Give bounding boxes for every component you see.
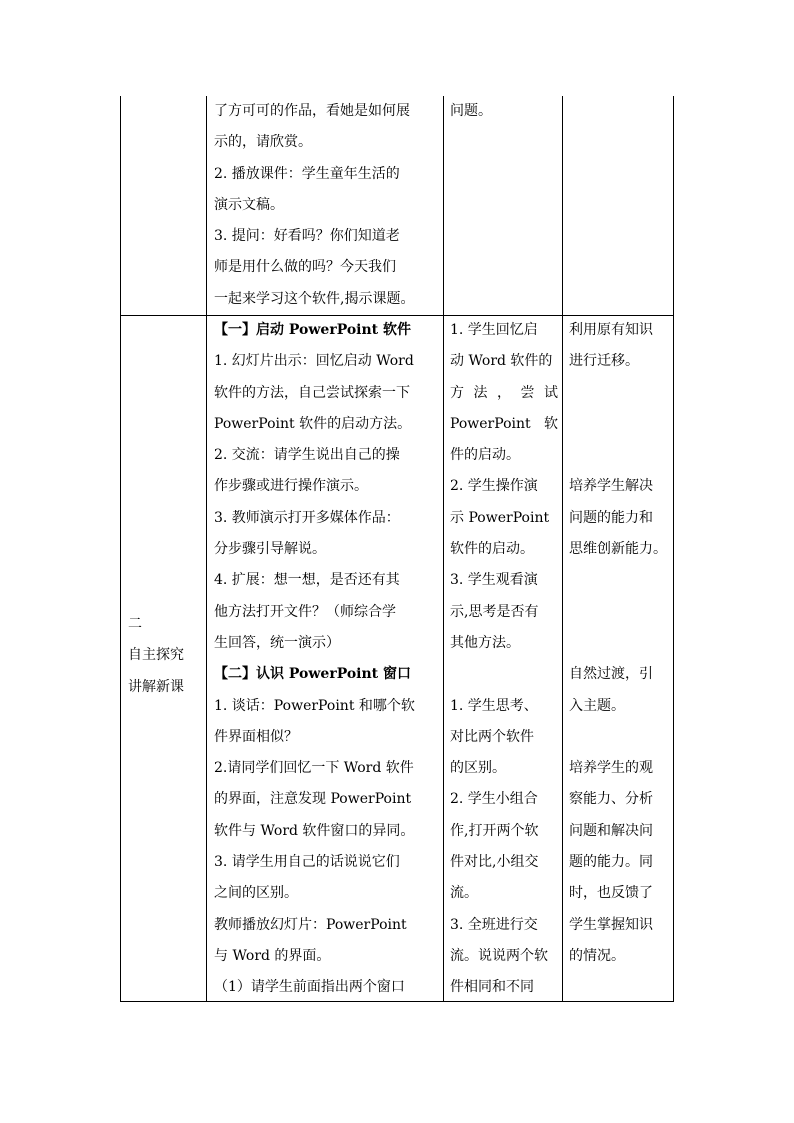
text-line — [450, 659, 558, 690]
row1-student-activity-cell — [450, 96, 558, 127]
row2-design-intent-cell — [569, 315, 673, 972]
text-line: 示 PowerPoint — [450, 509, 550, 526]
text-line — [569, 722, 673, 753]
row2-teacher-activity-cell — [214, 315, 437, 1004]
text-line — [569, 565, 673, 596]
column-divider-1 — [206, 96, 207, 1002]
text-line: 演示文稿。 — [214, 196, 284, 213]
text-line: 察能力、分析 — [569, 791, 653, 808]
text-line: 分步骤引导解说。 — [214, 541, 326, 558]
text-line: 1. 谈话：PowerPoint 和哪个软 — [214, 697, 415, 714]
text-line: 3. 全班进行交 — [450, 916, 538, 933]
text-line: 的区别。 — [450, 760, 506, 777]
text-line: 他方法打开文件？（师综合学 — [214, 603, 396, 620]
text-line: PowerPoint 软 — [450, 415, 558, 432]
text-line: 流。 — [450, 885, 478, 902]
text-line: 4. 扩展：想一想，是否还有其 — [214, 572, 400, 589]
table-right-border — [673, 96, 674, 1002]
text-line: 件对比,小组交 — [450, 854, 539, 871]
text-line: 的界面，注意发现 PowerPoint — [214, 791, 412, 808]
text-line: 进行迁移。 — [569, 353, 639, 370]
text-line: 了方可可的作品，看她是如何展 — [214, 103, 410, 119]
stage-number: 二 — [128, 616, 142, 632]
stage-title-line: 讲解新课 — [128, 678, 184, 695]
column-divider-2 — [443, 96, 444, 1002]
section-heading: 【一】启动 PowerPoint 软件 — [214, 322, 412, 338]
text-line — [569, 409, 673, 440]
text-line: 题的能力。同 — [569, 854, 653, 871]
text-line: 思维创新能力。 — [569, 541, 667, 558]
text-line: 1. 幻灯片出示：回忆启动 Word — [214, 353, 414, 370]
text-line: 师是用什么做的吗？今天我们 — [214, 259, 396, 276]
text-line: 之间的区别。 — [214, 885, 298, 902]
text-line: 入主题。 — [569, 697, 625, 714]
text-line: 件相同和不同 — [450, 979, 534, 996]
text-line: 一起来学习这个软件,揭示课题。 — [214, 290, 415, 307]
row2-student-activity-cell — [450, 315, 558, 1004]
row2-stage-cell — [128, 609, 202, 703]
text-line: 2.请同学们回忆一下 Word 软件 — [214, 760, 414, 777]
text-line: 软件的方法，自己尝试探索一下 — [214, 384, 410, 401]
text-line: 问题和解决问 — [569, 822, 653, 839]
column-divider-3 — [562, 96, 563, 1002]
text-line: 作,打开两个软 — [450, 822, 539, 839]
text-line: 自然过渡，引 — [569, 666, 653, 683]
text-line: 2. 学生小组合 — [450, 791, 538, 808]
text-line: 2. 学生操作演 — [450, 478, 538, 495]
text-line — [569, 378, 673, 409]
text-line: 3. 请学生用自己的话说说它们 — [214, 854, 400, 871]
text-line: 对比两个软件 — [450, 728, 534, 745]
text-line: 问题。 — [450, 103, 492, 119]
text-line: 示,思考是否有 — [450, 603, 539, 620]
text-line: 学生掌握知识 — [569, 916, 653, 933]
text-line: 的情况。 — [569, 947, 625, 964]
stage-title-line: 自主探究 — [128, 647, 184, 664]
text-line: 其他方法。 — [450, 634, 520, 651]
text-line: 2. 播放课件：学生童年生活的 — [214, 165, 400, 182]
text-line: 件界面相似？ — [214, 728, 298, 745]
row1-teacher-activity-cell — [214, 96, 437, 315]
text-line: 3. 提问：好看吗？你们知道老 — [214, 228, 400, 245]
text-line — [569, 597, 673, 628]
text-line: 生回答，统一演示） — [214, 634, 340, 651]
text-line: 作步骤或进行操作演示。 — [214, 478, 368, 495]
text-line: 1. 学生回忆启 — [450, 322, 538, 338]
text-line: 动 Word 软件的 — [450, 353, 553, 370]
text-line — [569, 440, 673, 471]
text-line: 3. 学生观看演 — [450, 572, 538, 589]
text-line: 示的，请欣赏。 — [214, 134, 312, 151]
text-line — [569, 628, 673, 659]
text-line: 1. 学生思考、 — [450, 697, 538, 714]
text-line: 时，也反馈了 — [569, 885, 653, 902]
text-line: （1）请学生前面指出两个窗口 — [214, 979, 405, 996]
text-line: 教师播放幻灯片：PowerPoint — [214, 916, 407, 933]
text-line: 与 Word 的界面。 — [214, 947, 331, 964]
text-line: 问题的能力和 — [569, 509, 653, 526]
text-line: 培养学生的观 — [569, 760, 653, 777]
table-left-border — [120, 96, 121, 1002]
text-line: 2. 交流：请学生说出自己的操 — [214, 447, 400, 464]
text-line: 软件的启动。 — [450, 541, 534, 558]
text-line: 利用原有知识 — [569, 322, 653, 338]
text-line: 3. 教师演示打开多媒体作品： — [214, 509, 400, 526]
section-heading: 【二】认识 PowerPoint 窗口 — [214, 666, 412, 683]
text-line: 软件与 Word 软件窗口的异同。 — [214, 822, 415, 839]
text-line: 方 法 ， 尝 试 — [450, 384, 558, 401]
lesson-plan-table — [120, 96, 674, 1002]
text-line: 流。说说两个软 — [450, 947, 548, 964]
text-line: 件的启动。 — [450, 447, 520, 464]
text-line: 培养学生解决 — [569, 478, 653, 495]
text-line: PowerPoint 软件的启动方法。 — [214, 415, 412, 432]
